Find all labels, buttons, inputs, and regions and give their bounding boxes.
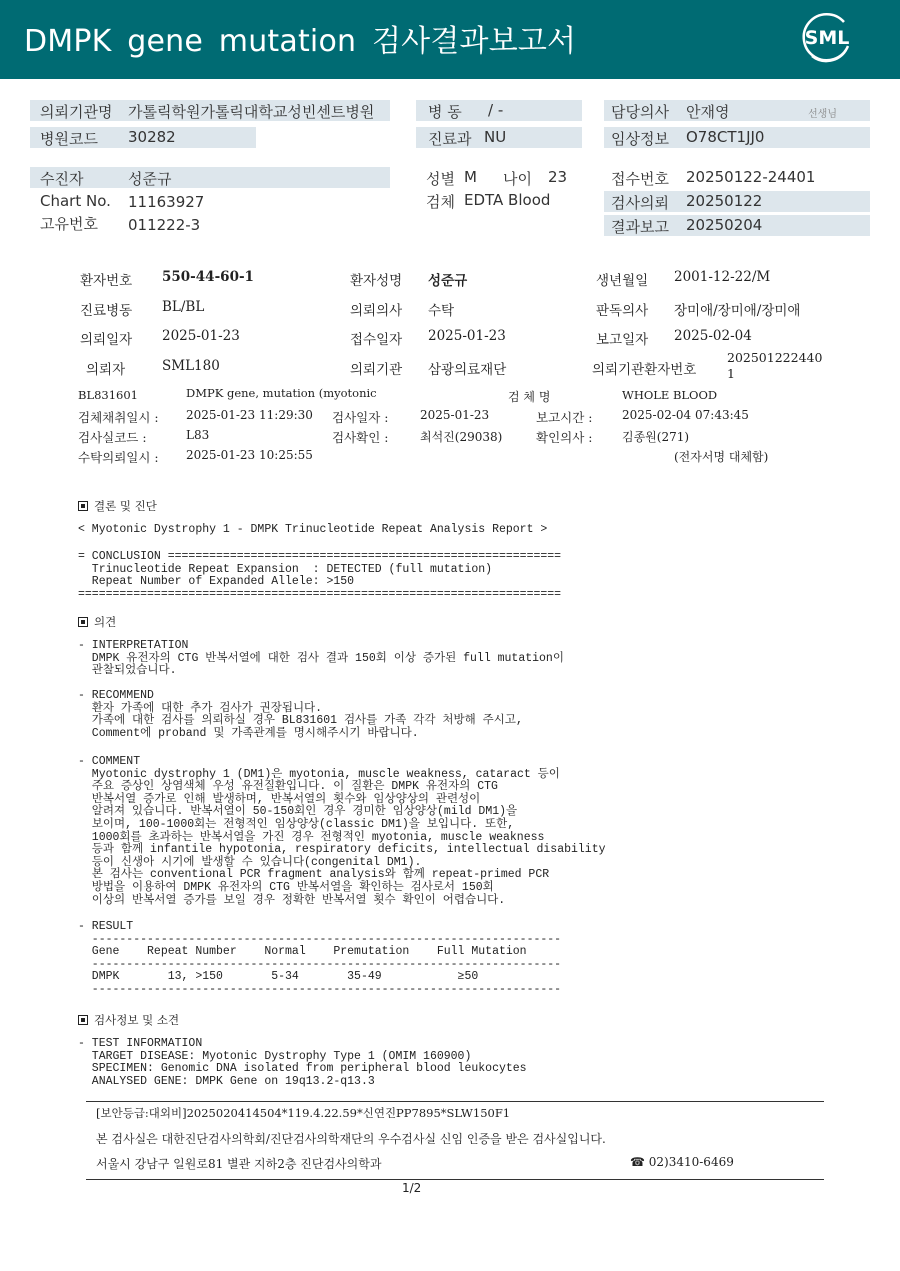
patient-label: 수진자 (40, 170, 84, 188)
lab-phone: ☎ 02)3410-6469 (630, 1155, 734, 1169)
receipt-label: 접수번호 (611, 170, 669, 188)
interpretation-block: - INTERPRETATION DMPK 유전자의 CTG 반복서열에 대한 검사 결과 150회 이상 증가된 full mutation이 관찰되었습니다. (78, 639, 564, 678)
report-title: DMPK gene mutation 검사결과보고서 (24, 24, 577, 59)
confirm-value: 최석진(29038) (420, 430, 503, 444)
section-testinfo-heading (78, 1012, 179, 1028)
check-doc-value: 김종원(271) (622, 430, 690, 444)
chart-label: Chart No. (40, 192, 111, 210)
rep-date-value: 2025-02-04 (674, 328, 752, 344)
doctor-label: 담당의사 (611, 103, 669, 121)
clinical-value: O78CT1JJ0 (686, 128, 765, 146)
unique-value: 011222-3 (128, 216, 201, 234)
patient-name-value: 성준규 (428, 273, 468, 289)
sex-label: 성별 (426, 170, 455, 188)
doctor-suffix: 선생님 (808, 109, 837, 120)
report-title: < Myotonic Dystrophy 1 - DMPK Trinucleotide Repeat Analysis Report > (78, 523, 548, 536)
requester-label: 의뢰자 (86, 362, 126, 378)
birth-value: 2001-12-22/M (674, 269, 771, 285)
section-opinion-heading (78, 614, 116, 630)
rec-date-label: 접수일자 (350, 332, 403, 348)
recommend-block: - RECOMMEND 환자 가족에 대한 추가 검사가 권장됩니다. 가족에 대한 검사를 의뢰하실 경우 BL831601 검사를 가족 각각 처방해 주시고, Comment에 proband 및 가족관계를 명시해주시기 바랍니다. (78, 689, 523, 740)
rec-date-value: 2025-01-23 (428, 328, 506, 344)
page-number: 1/2 (402, 1181, 422, 1195)
req-org-label: 의뢰기관 (350, 362, 403, 378)
section-opinion-title: 의견 (94, 615, 117, 629)
check-doc-label: 확인의사 : (536, 430, 593, 445)
section-bullet-icon (78, 501, 88, 511)
institution-label: 의뢰기관명 (40, 103, 113, 121)
ward-row-label: 진료병동 (80, 303, 133, 319)
footer-top-divider (86, 1101, 824, 1102)
test-info-block: - TEST INFORMATION TARGET DISEASE: Myotonic Dystrophy Type 1 (OMIM 160900) SPECIMEN: Genomic DNA isolated from peripheral blood leukocytes ANALYSED GENE: DMPK Gene on 19q13.2-q13.3 (78, 1037, 527, 1088)
patient-value: 성준규 (128, 170, 172, 188)
sex-value: M (464, 168, 477, 186)
info-bar-patient (30, 167, 390, 188)
rep-date-label: 보고일자 (596, 332, 649, 348)
report-label: 결과보고 (611, 218, 669, 236)
test-specimen-label: 검 체 명 (508, 390, 551, 404)
unique-label: 고유번호 (40, 215, 98, 233)
ward-label: 병 동 (428, 103, 462, 121)
footer-bottom-divider (86, 1179, 824, 1180)
consign-label: 수탁의뢰일시 : (78, 450, 159, 465)
section-conclusion-title: 결론 및 진단 (94, 499, 157, 513)
reader-value: 장미애/장미애/장미애 (674, 303, 801, 319)
specimen-label: 검체 (426, 193, 455, 211)
institution-value: 가톨릭학원가톨릭대학교성빈센트병원 (128, 103, 375, 121)
test-specimen-value: WHOLE BLOOD (622, 388, 718, 402)
logo-text: SML (804, 27, 850, 49)
test-date-label: 검사일자 : (332, 410, 389, 425)
dept-value: NU (484, 128, 507, 146)
test-date-value: 2025-01-23 (420, 408, 490, 422)
room-value: L83 (186, 428, 210, 442)
request-value: 20250122 (686, 192, 763, 210)
security-line: [보안등급:대외비]2025020414504*119.4.22.59*신연진PP7895*SLW150F1 (96, 1106, 511, 1120)
sml-logo (800, 12, 854, 66)
section-conclusion-heading (78, 498, 157, 514)
esign-note: (전자서명 대체함) (674, 450, 769, 464)
report-time-value: 2025-02-04 07:43:45 (622, 408, 749, 422)
chart-value: 11163927 (128, 193, 205, 211)
comment-block: - COMMENT Myotonic dystrophy 1 (DM1)은 myotonia, muscle weakness, cataract 등이 주요 증상인 상염색체 우성 유전질환입니다. 이 질환은 DMPK 유전자의 CTG 반복서열 증가로 인해 발생하며, 반복서열의 횟수와 임상양상의 관련성이 알려져 있습니다. 반복서열이 50-150회인 경우 경미한 임상양상(mild DM1)을 보이며, 100-1000회는 전형적인 임상양상(classic DM1)을 보입니다. 또한, 1000회를 초과하는 반복서열을 가진 경우 전형적인 myotonia, muscle weakness 등과 함께 infantile hypotonia, respiratory deficits, intellectual disability 등이 신생아 시기에 발생할 수 있습니다(congenital DM1). 본 검사는 conventional PCR fragment analysis와 함께 repeat-primed PCR 방법을 이용하여 DMPK 유전자의 CTG 반복서열을 확인하는 검사로서 150회 이상의 반복서열 증가를 보일 경우 정확한 반복서열 횟수 확인이 어렵습니다. (78, 755, 606, 907)
req-doc-label: 의뢰의사 (350, 303, 403, 319)
test-name: DMPK gene, mutation (myotonic (186, 386, 377, 400)
org-pt-value-1: 202501222440 (727, 350, 823, 365)
patient-no-value: 550-44-60-1 (162, 269, 254, 285)
ward-value: / - (488, 101, 504, 119)
requester-value: SML180 (162, 358, 220, 374)
receipt-value: 20250122-24401 (686, 168, 816, 186)
req-doc-value: 수탁 (428, 303, 455, 319)
section-bullet-icon (78, 617, 88, 627)
doctor-value: 안재영 (686, 103, 730, 121)
collect-label: 검체채취일시 : (78, 410, 159, 425)
patient-no-label: 환자번호 (80, 273, 133, 289)
reader-label: 판독의사 (596, 303, 649, 319)
age-value: 23 (548, 168, 568, 186)
dept-label: 진료과 (428, 130, 472, 148)
lab-address: 서울시 강남구 일원로81 별관 지하2층 진단검사의학과 (96, 1157, 382, 1171)
conclusion-block: = CONCLUSION ========================================================= Trinucleotide Repeat Expansion : DETECTED (full mutation) Repeat Number of Expanded Allele: >150 ====================================================================== (78, 550, 562, 601)
patient-name-label: 환자성명 (350, 273, 403, 289)
req-org-value: 삼광의료재단 (428, 362, 507, 378)
consign-value: 2025-01-23 10:25:55 (186, 448, 313, 462)
code-label: 병원코드 (40, 130, 98, 148)
clinical-label: 임상정보 (611, 130, 669, 148)
test-code: BL831601 (78, 388, 138, 402)
code-value: 30282 (128, 128, 176, 146)
report-header (0, 0, 900, 79)
room-label: 검사실코드 : (78, 430, 147, 445)
org-pt-value-2: 1 (727, 366, 735, 381)
req-date-value: 2025-01-23 (162, 328, 240, 344)
birth-label: 생년월일 (596, 273, 649, 289)
req-date-label: 의뢰일자 (80, 332, 133, 348)
collect-value: 2025-01-23 11:29:30 (186, 408, 313, 422)
confirm-label: 검사확인 : (332, 430, 389, 445)
result-table: - RESULT -------------------------------------------------------------------- Gene Repeat Number Normal Premutation Full Mutation -------------------------------------------------------------------- DMPK 13, >150 5-34 35-49 ≥50 -------------------------------------------------------------------- (78, 920, 562, 996)
report-time-label: 보고시간 : (536, 410, 593, 425)
certification-line: 본 검사실은 대한진단검사의학회/진단검사의학재단의 우수검사실 신임 인증을 받은 검사실입니다. (96, 1132, 606, 1146)
section-bullet-icon (78, 1015, 88, 1025)
report-value: 20250204 (686, 216, 763, 234)
specimen-value: EDTA Blood (464, 191, 551, 209)
section-testinfo-title: 검사정보 및 소견 (94, 1013, 180, 1027)
org-pt-label: 의뢰기관환자번호 (592, 362, 697, 378)
age-label: 나이 (503, 170, 532, 188)
request-label: 검사의뢰 (611, 194, 669, 212)
ward-row-value: BL/BL (162, 299, 205, 315)
